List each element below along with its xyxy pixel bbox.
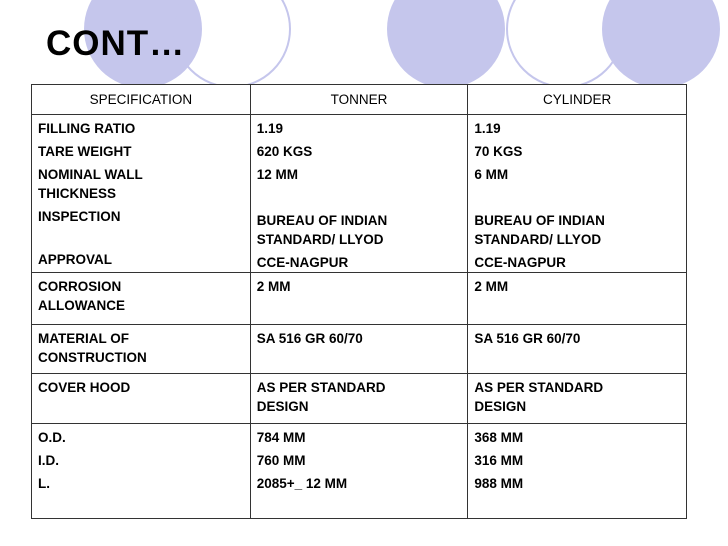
cylinder-line: DESIGN: [474, 399, 527, 414]
tonner-cell: [250, 115, 468, 273]
spec-cell: [32, 374, 251, 424]
spec-line: APPROVAL: [38, 252, 113, 267]
tonner-line: 12 MM: [256, 167, 298, 182]
spec-line: MATERIAL OF: [38, 331, 129, 346]
cylinder-line: 2 MM: [474, 279, 509, 294]
tonner-line: AS PER STANDARD: [256, 380, 386, 395]
header-specification: SPECIFICATION: [32, 85, 251, 115]
tonner-cell: [250, 424, 468, 519]
cylinder-line: 70 KGS: [474, 144, 523, 159]
tonner-line: 2085+_ 12 MM: [256, 476, 348, 491]
tonner-line: 620 KGS: [256, 144, 313, 159]
cylinder-cell: [468, 273, 687, 325]
spec-cell: [32, 273, 251, 325]
cylinder-line: 368 MM: [474, 430, 524, 445]
spec-cell: [32, 424, 251, 519]
tonner-cell: [250, 325, 468, 374]
spec-line: NOMINAL WALL: [38, 167, 143, 182]
table-row: [32, 374, 687, 424]
tonner-cell: [250, 273, 468, 325]
cylinder-line: STANDARD/ LLYOD: [474, 232, 602, 247]
table-header-row: [32, 85, 687, 115]
tonner-line: SA 516 GR 60/70: [256, 331, 363, 346]
specification-table: [31, 84, 687, 519]
spec-line: CORROSION: [38, 279, 122, 294]
decorative-circle: [602, 0, 720, 88]
spec-line: O.D.: [38, 430, 66, 445]
header-tonner: TONNER: [250, 85, 468, 115]
cylinder-line: CCE-NAGPUR: [474, 255, 566, 270]
cylinder-cell: [468, 374, 687, 424]
table-row: [32, 424, 687, 519]
slide-title: CONT…: [46, 24, 186, 63]
tonner-line: 784 MM: [256, 430, 306, 445]
header-cylinder: CYLINDER: [468, 85, 687, 115]
cylinder-cell: [468, 424, 687, 519]
cylinder-line: 988 MM: [474, 476, 524, 491]
cylinder-line: BUREAU OF INDIAN: [474, 213, 605, 228]
cylinder-line: 6 MM: [474, 167, 509, 182]
spec-line: COVER HOOD: [38, 380, 131, 395]
table-row: [32, 115, 687, 273]
tonner-line: 760 MM: [256, 453, 306, 468]
spec-line: ALLOWANCE: [38, 298, 125, 313]
spec-line: FILLING RATIO: [38, 121, 136, 136]
tonner-line: 2 MM: [256, 279, 291, 294]
spec-line: L.: [38, 476, 50, 491]
tonner-line: 1.19: [256, 121, 283, 136]
spec-line: INSPECTION: [38, 209, 121, 224]
spec-line: CONSTRUCTION: [38, 350, 147, 365]
cylinder-line: SA 516 GR 60/70: [474, 331, 581, 346]
spec-cell: [32, 115, 251, 273]
spec-line: TARE WEIGHT: [38, 144, 132, 159]
tonner-line: CCE-NAGPUR: [256, 255, 349, 270]
table-row: [32, 273, 687, 325]
cylinder-cell: [468, 115, 687, 273]
cylinder-line: 316 MM: [474, 453, 524, 468]
tonner-cell: [250, 374, 468, 424]
cylinder-line: AS PER STANDARD: [474, 380, 604, 395]
decorative-circle: [387, 0, 505, 88]
spec-line: THICKNESS: [38, 186, 117, 201]
spec-line: I.D.: [38, 453, 60, 468]
table-row: [32, 325, 687, 374]
cylinder-line: 1.19: [474, 121, 501, 136]
tonner-line: DESIGN: [256, 399, 309, 414]
decorative-circle-outline: [173, 0, 291, 88]
spec-cell: [32, 325, 251, 374]
cylinder-cell: [468, 325, 687, 374]
tonner-line: STANDARD/ LLYOD: [256, 232, 384, 247]
tonner-line: BUREAU OF INDIAN: [256, 213, 388, 228]
